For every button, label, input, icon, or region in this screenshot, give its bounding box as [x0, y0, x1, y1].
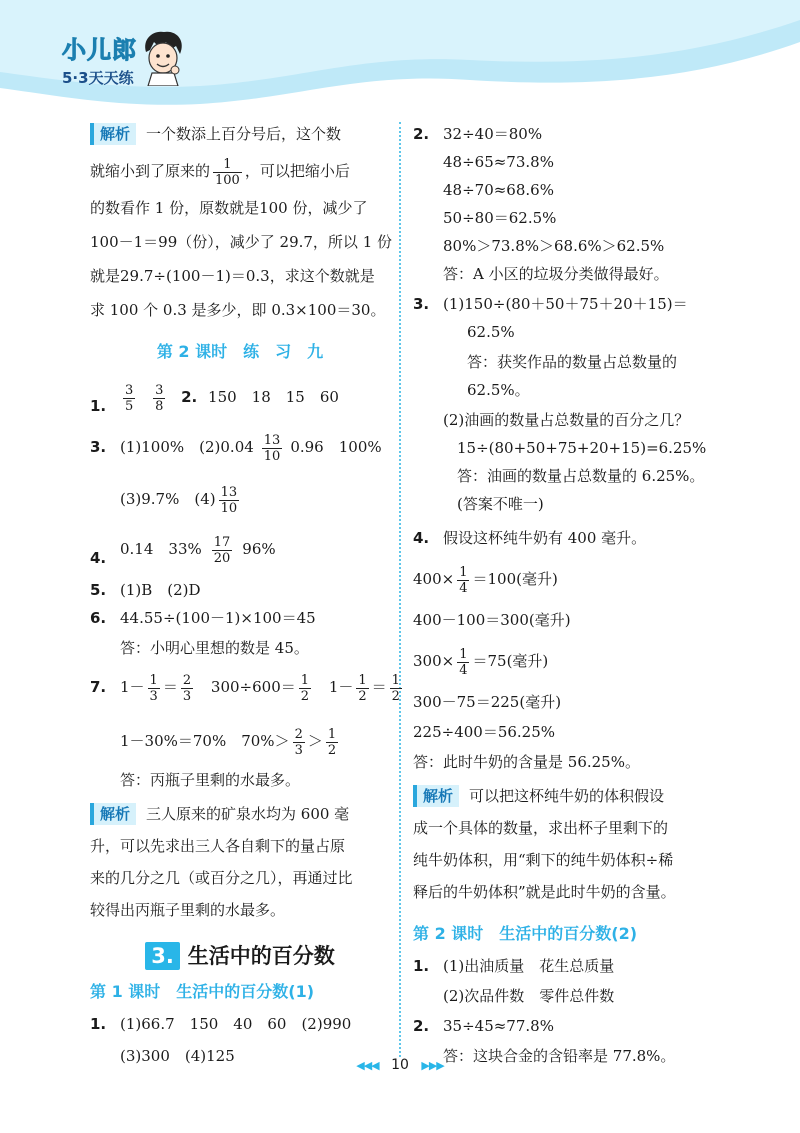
math-text: ＝	[162, 678, 178, 696]
numerator: 1	[300, 672, 310, 688]
brand-name: 小儿郎	[62, 36, 137, 64]
column-divider	[399, 122, 401, 1057]
math-text: 300÷600＝	[210, 678, 296, 696]
answer-text: (3)9.7% (4)	[120, 490, 216, 508]
answer-text: (1)66.7 150 40 60 (2)990	[120, 1015, 352, 1033]
denominator: 3	[149, 688, 158, 704]
analysis-text: 升，可以先求出三人各自剩下的量占原	[90, 837, 346, 855]
answer-text: 0.14 33%	[120, 540, 202, 558]
denominator: 5	[125, 398, 134, 414]
fraction	[293, 727, 305, 758]
answer-text: (3)300 (4)125	[120, 1047, 235, 1065]
fraction	[262, 433, 283, 464]
denominator: 10	[263, 448, 281, 464]
math-text: ＝100(毫升)	[472, 570, 558, 588]
fraction	[213, 157, 242, 188]
fraction	[390, 673, 402, 704]
analysis-text: 来的几分之几（或百分之几），再通过比	[90, 869, 353, 887]
answer-text: 48÷65≈73.8%	[443, 153, 554, 171]
fraction	[148, 673, 160, 704]
answer-text: 答：这块合金的含铅率是 77.8%。	[443, 1047, 676, 1065]
answer-text: 假设这杯纯牛奶有 400 毫升。	[443, 529, 647, 547]
numerator: 3	[155, 382, 164, 398]
answer-text: 答：此时牛奶的含量是 56.25%。	[413, 753, 640, 771]
denominator: 4	[459, 662, 468, 678]
answer-text: (1)100% (2)0.04	[120, 438, 254, 456]
mascot-boy-icon	[140, 30, 186, 86]
math-text: ＝75(毫升)	[472, 652, 549, 670]
lesson-heading: 第 2 课时 生活中的百分数(2)	[413, 924, 638, 943]
answer-text: (1)B (2)D	[120, 581, 201, 599]
question-number: 2.	[413, 125, 430, 143]
question-3	[413, 290, 723, 518]
page-number: 10	[391, 1057, 409, 1073]
question-number: 2.	[413, 1017, 430, 1035]
question-1-2	[90, 374, 390, 420]
analysis-text: 较得出丙瓶子里剩的水最多。	[90, 901, 286, 919]
answer-text: (1)150÷(80＋50＋75＋20＋15)＝	[443, 295, 688, 313]
denominator: 100	[215, 172, 240, 188]
question-4-work	[413, 556, 723, 776]
numerator: 13	[220, 484, 238, 500]
math-text: ＞	[307, 732, 323, 750]
fraction	[326, 727, 338, 758]
math-text: 400×	[413, 570, 455, 588]
question-4	[413, 524, 723, 552]
analysis-text: 就是29.7÷(100－1)＝0.3，求这个数就是	[90, 267, 375, 285]
unit-title	[90, 942, 390, 970]
numerator: 2	[182, 672, 192, 688]
fraction	[181, 673, 193, 704]
left-column	[90, 120, 400, 1070]
numerator: 1	[358, 672, 367, 688]
question-2	[413, 120, 723, 288]
analysis-text: 就缩小到了原来的	[90, 162, 211, 180]
math-text: 1－	[120, 678, 145, 696]
fraction	[212, 535, 233, 566]
analysis-block-2	[90, 800, 390, 924]
denominator: 3	[182, 688, 192, 704]
question-number: 2.	[181, 388, 198, 406]
question-5	[90, 576, 390, 604]
right-arrows-icon: ▶▶▶	[421, 1059, 444, 1072]
answer-text: 32÷40＝80%	[443, 125, 543, 143]
denominator: 20	[213, 550, 231, 566]
fraction	[299, 673, 311, 704]
numerator: 13	[263, 432, 281, 448]
answer-text: 35÷45≈77.8%	[443, 1017, 554, 1035]
answer-text: 答：小明心里想的数是 45。	[120, 639, 309, 657]
numerator: 1	[459, 564, 468, 580]
analysis-text: 纯牛奶体积，用“剩下的纯牛奶体积÷稀	[413, 851, 674, 869]
analysis-block-3	[413, 782, 723, 906]
denominator: 2	[358, 688, 367, 704]
analysis-tag: 解析	[90, 803, 136, 825]
numerator: 1	[149, 672, 158, 688]
right-column	[413, 120, 723, 1070]
numerator: 1	[327, 726, 337, 742]
lesson-heading: 第 2 课时 练 习 九	[156, 342, 324, 361]
denominator: 8	[155, 398, 164, 414]
question-number: 1.	[90, 397, 107, 415]
page-header	[0, 0, 800, 110]
numerator: 2	[294, 726, 303, 742]
analysis-text: 三人原来的矿泉水均为 600 毫	[146, 805, 350, 823]
fraction	[123, 383, 135, 414]
question-number: 5.	[90, 581, 107, 599]
lesson-heading: 第 1 课时 生活中的百分数(1)	[90, 982, 315, 1001]
answer-text: 答：A 小区的垃圾分类做得最好。	[443, 265, 669, 283]
answer-text: 62.5%。	[467, 381, 530, 399]
fraction	[457, 647, 469, 678]
analysis-tag: 解析	[413, 785, 459, 807]
question-number: 3.	[413, 295, 430, 313]
math-text: 1－30%＝70% 70%＞	[120, 732, 290, 750]
analysis-text: ，可以把缩小后	[244, 162, 350, 180]
unit-number: 3.	[145, 942, 180, 970]
answer-text: 44.55÷(100－1)×100＝45	[120, 609, 316, 627]
answer-text: 答：丙瓶子里剩的水最多。	[120, 771, 301, 789]
analysis-text: 的数看作 1 份，原数就是100 份，减少了	[90, 199, 368, 217]
math-text: ＝	[371, 678, 387, 696]
question-number: 4.	[90, 549, 107, 567]
answer-text: (1)出油质量 花生总质量	[443, 957, 615, 975]
brand-logo	[62, 30, 137, 88]
denominator: 2	[300, 688, 310, 704]
answer-text: 48÷70≈68.6%	[443, 181, 554, 199]
math-text: 300×	[413, 652, 455, 670]
question-number: 4.	[413, 529, 430, 547]
fraction	[153, 383, 165, 414]
page-footer	[0, 1057, 800, 1073]
question-4	[90, 526, 390, 572]
answer-text: 62.5%	[467, 323, 515, 341]
question-number: 3.	[90, 438, 107, 456]
denominator: 3	[294, 742, 303, 758]
question-number: 7.	[90, 678, 107, 696]
analysis-text: 成一个具体的数量，求出杯子里剩下的	[413, 819, 669, 837]
fraction	[356, 673, 368, 704]
answer-text: 答：油画的数量占总数量的 6.25%。	[457, 467, 705, 485]
series-name: 5·3天天练	[62, 69, 134, 87]
numerator: 3	[125, 382, 134, 398]
question-7	[90, 664, 400, 794]
numerator: 1	[391, 672, 400, 688]
answer-text: (答案不唯一)	[457, 495, 544, 513]
math-text: 225÷400＝56.25%	[413, 723, 556, 741]
analysis-text: 求 100 个 0.3 是多少，即 0.3×100＝30。	[90, 301, 386, 319]
analysis-text: 一个数添上百分号后，这个数	[146, 125, 342, 143]
answer-text: (2)次品件数 零件总件数	[443, 987, 615, 1005]
denominator: 4	[459, 580, 468, 596]
answer-text: 96%	[242, 540, 276, 558]
unit-question-1	[413, 952, 723, 1010]
math-text: 400－100＝300(毫升)	[413, 611, 571, 629]
math-text: 1－	[328, 678, 354, 696]
analysis-tag: 解析	[90, 123, 136, 145]
math-text: 300－75＝225(毫升)	[413, 693, 562, 711]
question-number: 1.	[90, 1015, 107, 1033]
answer-text: (2)油画的数量占总数量的百分之几？	[443, 411, 690, 429]
numerator: 1	[213, 157, 242, 173]
question-number: 6.	[90, 609, 107, 627]
analysis-text: 可以把这杯纯牛奶的体积假设	[469, 787, 665, 805]
left-arrows-icon: ◀◀◀	[356, 1059, 379, 1072]
question-6	[90, 604, 390, 662]
numerator: 17	[213, 534, 231, 550]
analysis-text: 释后的牛奶体积”就是此时牛奶的含量。	[413, 883, 676, 901]
numerator: 1	[459, 646, 468, 662]
answer-text: 150 18 15 60	[208, 388, 339, 406]
answer-text: 0.96 100%	[290, 438, 382, 456]
answer-text: 80%＞73.8%＞68.6%＞62.5%	[443, 237, 665, 255]
analysis-block-1	[90, 120, 393, 324]
answer-text: 答：获奖作品的数量占总数量的	[467, 353, 678, 371]
fraction	[219, 485, 240, 516]
answer-text: 50÷80＝62.5%	[443, 209, 557, 227]
question-number: 1.	[413, 957, 430, 975]
fraction	[457, 565, 469, 596]
denominator: 10	[220, 500, 238, 516]
unit-name: 生活中的百分数	[187, 944, 335, 968]
analysis-text: 100－1＝99（份），减少了 29.7，所以 1 份	[90, 233, 393, 251]
denominator: 2	[327, 742, 337, 758]
question-3	[90, 424, 390, 522]
answer-text: 15÷(80+50+75+20+15)=6.25%	[457, 439, 707, 457]
denominator: 2	[391, 688, 400, 704]
